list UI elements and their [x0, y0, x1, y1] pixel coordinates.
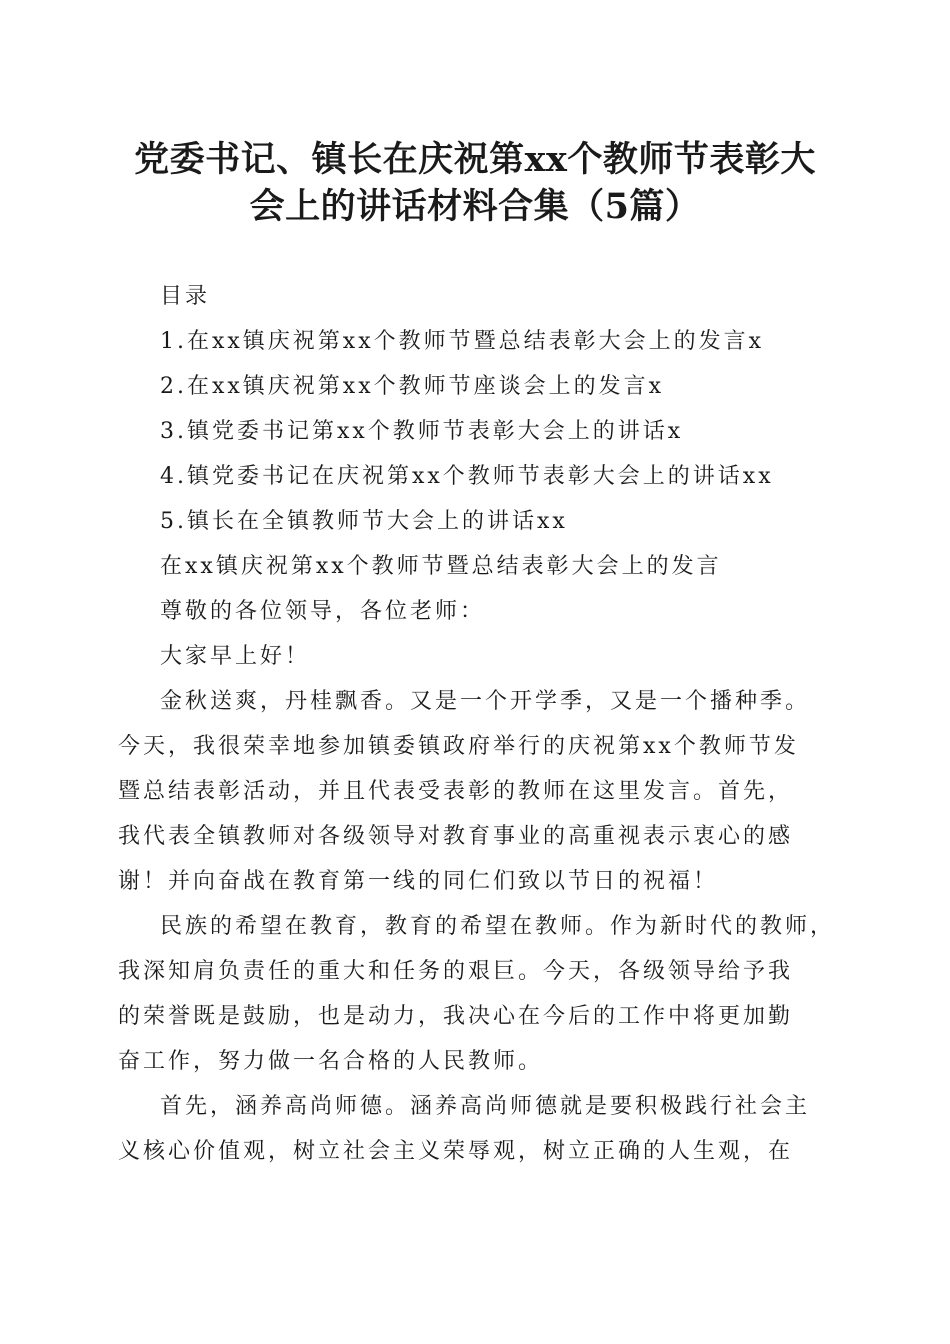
paragraph-1-line-5: 谢！并向奋战在教育第一线的同仁们致以节日的祝福！	[118, 869, 719, 894]
toc-item-3: 3.镇党委书记第xx个教师节表彰大会上的讲话x	[160, 419, 684, 444]
paragraph-2-line-4: 奋工作，努力做一名合格的人民教师。	[118, 1049, 544, 1074]
toc-heading: 目录	[160, 284, 211, 309]
section-heading: 在xx镇庆祝第xx个教师节暨总结表彰大会上的发言	[160, 554, 722, 579]
toc-item-1: 1.在xx镇庆祝第xx个教师节暨总结表彰大会上的发言x	[160, 329, 765, 354]
title-line-1: 党委书记、镇长在庆祝第xx个教师节表彰大	[134, 139, 816, 180]
toc-item-2: 2.在xx镇庆祝第xx个教师节座谈会上的发言x	[160, 374, 665, 399]
paragraph-1-line-3: 暨总结表彰活动，并且代表受表彰的教师在这里发言。首先，	[118, 779, 794, 804]
paragraph-3-line-1: 首先，涵养高尚师德。涵养高尚师德就是要积极践行社会主	[160, 1094, 811, 1119]
paragraph-3-line-2: 义核心价值观，树立社会主义荣辱观，树立正确的人生观，在	[118, 1139, 794, 1164]
paragraph-2-line-2: 我深知肩负责任的重大和任务的艰巨。今天，各级领导给予我	[118, 959, 794, 984]
document-title	[100, 136, 850, 230]
paragraph-1-line-4: 我代表全镇教师对各级领导对教育事业的高重视表示衷心的感	[118, 824, 794, 849]
paragraph-2-line-1: 民族的希望在教育，教育的希望在教师。作为新时代的教师，	[160, 914, 836, 939]
paragraph-1-line-1: 金秋送爽，丹桂飘香。又是一个开学季，又是一个播种季。	[160, 689, 811, 714]
document-body	[118, 274, 838, 1174]
salutation: 尊敬的各位领导，各位老师：	[160, 599, 486, 624]
greeting: 大家早上好！	[160, 644, 311, 669]
title-line-2: 会上的讲话材料合集（5篇）	[249, 186, 701, 227]
toc-item-5: 5.镇长在全镇教师节大会上的讲话xx	[160, 509, 568, 534]
paragraph-2-line-3: 的荣誉既是鼓励，也是动力，我决心在今后的工作中将更加勤	[118, 1004, 794, 1029]
toc-item-4: 4.镇党委书记在庆祝第xx个教师节表彰大会上的讲话xx	[160, 464, 774, 489]
paragraph-1-line-2: 今天，我很荣幸地参加镇委镇政府举行的庆祝第xx个教师节发	[118, 734, 799, 759]
